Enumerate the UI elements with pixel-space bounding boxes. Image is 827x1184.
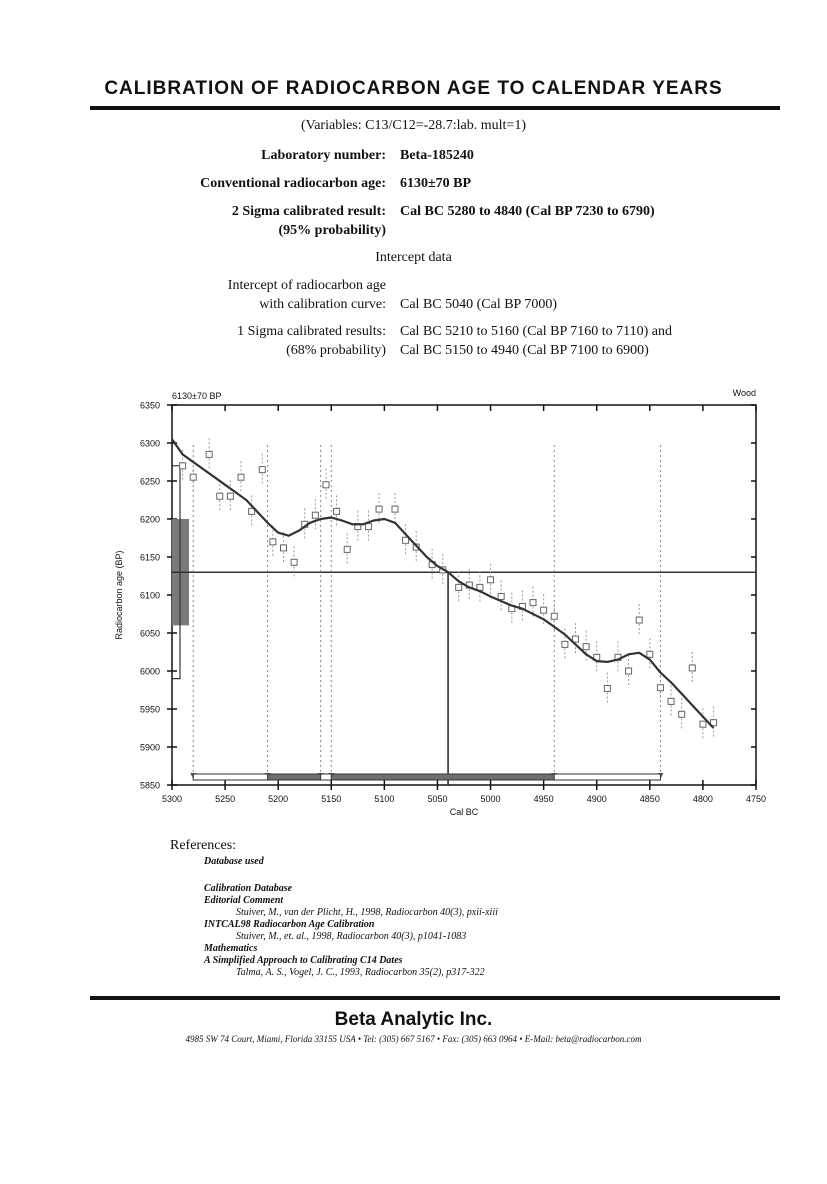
calibration-point [604,685,610,691]
x-tick-label: 5150 [321,794,342,804]
calibration-point [227,493,233,499]
calibration-point [636,617,642,623]
calibration-point [403,537,409,543]
calibration-point [323,482,329,488]
y-tick-label: 5900 [139,742,160,753]
lab-number-value: Beta-185240 [400,148,474,163]
sigma2-value: Cal BC 5280 to 4840 (Cal BP 7230 to 6790) [400,204,655,219]
x-tick-label: 4950 [533,794,554,804]
calibration-point [334,508,340,514]
chart-title-right: Wood [732,388,756,398]
x-tick-label: 4750 [745,794,767,804]
intercept-label-1: Intercept of radiocarbon age [227,278,386,293]
calibration-point [583,644,589,650]
y-tick-label: 6100 [139,590,160,601]
x-tick-label: 5050 [427,794,448,804]
sigma2-probability: (95% probability) [278,223,386,238]
calibration-point [365,524,371,530]
reference-simplified-approach: A Simplified Approach to Calibrating C14 Dates [204,955,403,966]
calibration-point [180,463,186,469]
calibration-point [376,506,382,512]
calibration-point [259,467,265,473]
reference-talma-1993: Talma, A. S., Vogel, J. C., 1993, Radiocarbon 35(2), p317-322 [236,967,485,978]
reference-intcal98: INTCAL98 Radiocarbon Age Calibration [204,919,375,930]
title-rule [90,106,780,110]
company-name: Beta Analytic Inc. [334,1009,493,1030]
intercept-label-2: with calibration curve: [259,297,386,312]
calibration-point [530,600,536,606]
page-title: CALIBRATION OF RADIOCARBON AGE TO CALENDAR YEARS [104,78,723,99]
sigma1-range-bar [268,774,321,780]
x-tick-label: 4800 [692,794,713,804]
y-tick-label: 6250 [139,476,160,487]
calibration-point [657,685,663,691]
calibration-point [498,594,504,600]
calibration-point [689,665,695,671]
sigma2-label: 2 Sigma calibrated result: [231,204,386,219]
y-tick-label: 6350 [139,400,160,411]
sigma1-value-1: Cal BC 5210 to 5160 (Cal BP 7160 to 7110) and [400,324,672,339]
y-tick-label: 6050 [139,628,160,639]
chart-title-left: 6130±70 BP [172,391,222,401]
calibration-point [217,493,223,499]
sigma1-label: 1 Sigma calibrated results: [237,324,386,339]
x-tick-label: 5300 [161,794,183,804]
variables-line: (Variables: C13/C12=-28.7:lab. mult=1) [301,118,526,133]
y-tick-label: 5850 [139,780,160,791]
calibration-point [206,451,212,457]
calibration-point [280,545,286,551]
reference-mathematics: Mathematics [204,943,258,954]
calibration-point [312,512,318,518]
reference-stuiver-1998b: Stuiver, M., et. al., 1998, Radiocarbon 40(3), p1041-1083 [236,931,467,942]
references-heading: References: [170,838,237,853]
y-tick-label: 6150 [139,552,160,563]
calibration-point [700,721,706,727]
calibration-point [392,506,398,512]
calibration-point [238,474,244,480]
calibration-point [456,584,462,590]
calibration-point [541,607,547,613]
y-tick-label: 6000 [139,666,160,677]
x-axis-label: Cal BC [449,807,479,817]
y-tick-label: 6300 [139,438,160,449]
x-tick-label: 5250 [215,794,236,804]
calibration-point [344,546,350,552]
sigma1-range-bar [331,774,554,780]
calibration-point [679,711,685,717]
reference-database-used: Database used [204,856,264,867]
intercept-heading: Intercept data [375,250,452,265]
references-section [170,838,498,978]
reference-editorial-comment: Editorial Comment [204,895,284,906]
calibration-point [647,651,653,657]
sigma1-value-2: Cal BC 5150 to 4940 (Cal BP 7100 to 6900) [400,343,649,358]
calibration-point [270,539,276,545]
y-tick-label: 6200 [139,514,160,525]
company-address: 4985 SW 74 Court, Miami, Florida 33155 USA • Tel: (305) 667 5167 • Fax: (305) 663 0964 • E-Mail: beta@radiocarbon.com [185,1034,642,1044]
intercept-value: Cal BC 5040 (Cal BP 7000) [400,297,557,312]
sigma1-probability: (68% probability) [286,343,386,358]
age-value: 6130±70 BP [400,176,472,191]
plot-frame [172,405,756,785]
calibration-point [291,559,297,565]
footer-rule [90,996,780,1000]
reference-stuiver-1998a: Stuiver, M., van der Plicht, H., 1998, Radiocarbon 40(3), pxii-xiii [236,907,498,918]
age-label: Conventional radiocarbon age: [200,176,386,191]
calibration-point [488,577,494,583]
calibration-point [562,641,568,647]
y-tick-label: 5950 [139,704,160,715]
x-tick-label: 5000 [480,794,501,804]
calibration-point [668,698,674,704]
calibration-point [190,474,196,480]
lab-number-label: Laboratory number: [261,148,386,163]
x-tick-label: 5100 [374,794,395,804]
reference-calibration-database: Calibration Database [204,883,293,894]
x-tick-label: 4850 [639,794,660,804]
x-tick-label: 5200 [268,794,289,804]
x-tick-label: 4900 [586,794,607,804]
calibration-chart [0,380,827,830]
y-axis-label: Radiocarbon age (BP) [114,550,124,640]
calibration-point [551,613,557,619]
calibration-point [626,668,632,674]
